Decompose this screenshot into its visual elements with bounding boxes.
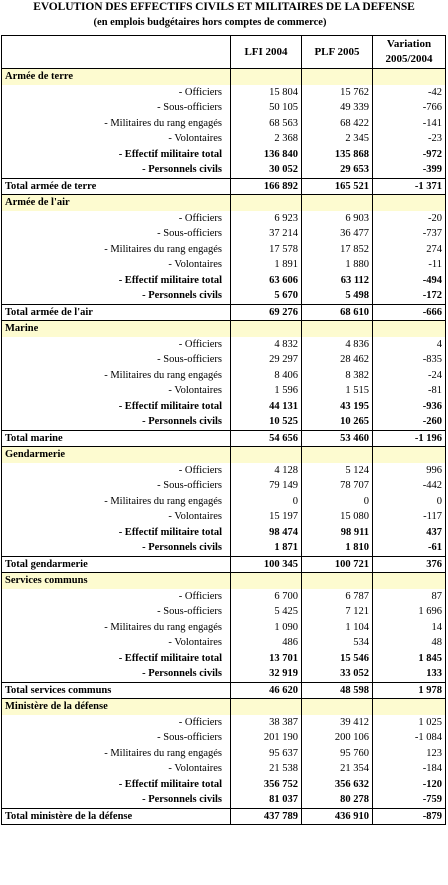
value-plf-2005: 1 810 [302,540,373,556]
table-row [2,100,446,116]
value-plf-2005: 1 104 [302,620,373,636]
value-plf-2005: 4 836 [302,337,373,353]
row-label: - Effectif militaire total [2,399,231,415]
value-lfi-2004: 5 670 [231,288,302,304]
section-total-row [2,556,446,573]
row-label: - Sous-officiers [2,604,231,620]
value-lfi-2004: 95 637 [231,746,302,762]
value-variation: 48 [373,635,446,651]
value-plf-2005: 1 515 [302,383,373,399]
value-variation: -42 [373,85,446,101]
value-variation: 133 [373,666,446,682]
total-label: Total ministère de la défense [2,808,231,825]
row-label: - Officiers [2,211,231,227]
value-plf-2005: 78 707 [302,478,373,494]
value-lfi-2004: 30 052 [231,162,302,178]
value-lfi-2004: 1 891 [231,257,302,273]
section-header-empty-cell [231,573,302,589]
table-row [2,337,446,353]
total-lfi-2004: 54 656 [231,430,302,447]
value-plf-2005: 28 462 [302,352,373,368]
table-row [2,761,446,777]
total-variation: -1 196 [373,430,446,447]
table-row [2,226,446,242]
section-total-row [2,178,446,195]
total-label: Total services communs [2,682,231,699]
row-label: - Volontaires [2,635,231,651]
total-label: Total armée de terre [2,178,231,195]
table-row [2,131,446,147]
value-plf-2005: 534 [302,635,373,651]
total-label: Total marine [2,430,231,447]
table-row [2,162,446,178]
section-header-row [2,69,446,85]
value-lfi-2004: 8 406 [231,368,302,384]
value-plf-2005: 39 412 [302,715,373,731]
value-lfi-2004: 10 525 [231,414,302,430]
value-lfi-2004: 13 701 [231,651,302,667]
row-label: - Effectif militaire total [2,777,231,793]
value-plf-2005: 2 345 [302,131,373,147]
value-variation: 1 696 [373,604,446,620]
total-lfi-2004: 437 789 [231,808,302,825]
row-label: - Volontaires [2,509,231,525]
value-variation: -759 [373,792,446,808]
value-lfi-2004: 0 [231,494,302,510]
value-lfi-2004: 4 832 [231,337,302,353]
section-title: Services communs [2,573,231,589]
value-plf-2005: 80 278 [302,792,373,808]
header-variation-line1: Variation [386,38,432,50]
row-label: - Volontaires [2,131,231,147]
table-row [2,777,446,793]
value-plf-2005: 43 195 [302,399,373,415]
value-plf-2005: 1 880 [302,257,373,273]
table-row [2,620,446,636]
table-row [2,211,446,227]
table-row [2,540,446,556]
total-variation: 376 [373,556,446,573]
value-variation: 1 025 [373,715,446,731]
row-label: - Effectif militaire total [2,525,231,541]
value-variation: -184 [373,761,446,777]
table-row [2,478,446,494]
section-header-empty-cell [373,699,446,715]
value-variation: -972 [373,147,446,163]
section-header-row [2,195,446,211]
row-label: - Officiers [2,589,231,605]
value-plf-2005: 135 868 [302,147,373,163]
total-plf-2005: 68 610 [302,304,373,321]
table-row [2,288,446,304]
total-variation: -879 [373,808,446,825]
value-plf-2005: 8 382 [302,368,373,384]
total-plf-2005: 53 460 [302,430,373,447]
value-lfi-2004: 21 538 [231,761,302,777]
value-plf-2005: 15 080 [302,509,373,525]
header-variation-line2: 2005/2004 [385,53,433,65]
row-label: - Militaires du rang engagés [2,116,231,132]
value-variation: 996 [373,463,446,479]
section-header-empty-cell [231,69,302,85]
staffing-table [1,35,446,825]
value-variation: -120 [373,777,446,793]
value-plf-2005: 0 [302,494,373,510]
section-header-empty-cell [373,195,446,211]
section-header-empty-cell [231,321,302,337]
value-variation: -260 [373,414,446,430]
table-row [2,116,446,132]
value-plf-2005: 356 632 [302,777,373,793]
section-header-empty-cell [373,69,446,85]
total-lfi-2004: 166 892 [231,178,302,195]
section-header-empty-cell [302,447,373,463]
value-lfi-2004: 32 919 [231,666,302,682]
row-label: - Sous-officiers [2,478,231,494]
header-variation [373,36,446,69]
value-plf-2005: 21 354 [302,761,373,777]
value-plf-2005: 49 339 [302,100,373,116]
value-plf-2005: 17 852 [302,242,373,258]
value-variation: 1 845 [373,651,446,667]
value-plf-2005: 200 106 [302,730,373,746]
section-header-empty-cell [302,573,373,589]
row-label: - Sous-officiers [2,100,231,116]
table-row [2,399,446,415]
value-variation: -24 [373,368,446,384]
document-title: EVOLUTION DES EFFECTIFS CIVILS ET MILITAIRES DE LA DEFENSE [33,1,415,13]
section-header-row [2,321,446,337]
table-row [2,352,446,368]
value-variation: 14 [373,620,446,636]
section-header-empty-cell [302,195,373,211]
header-lfi-2004: LFI 2004 [231,36,302,69]
row-label: - Officiers [2,463,231,479]
row-label: - Officiers [2,85,231,101]
value-variation: -766 [373,100,446,116]
value-plf-2005: 6 787 [302,589,373,605]
section-header-empty-cell [373,573,446,589]
total-plf-2005: 165 521 [302,178,373,195]
table-row [2,525,446,541]
row-label: - Militaires du rang engagés [2,242,231,258]
value-lfi-2004: 5 425 [231,604,302,620]
total-lfi-2004: 100 345 [231,556,302,573]
value-variation: 4 [373,337,446,353]
table-row [2,273,446,289]
value-lfi-2004: 356 752 [231,777,302,793]
value-variation: 437 [373,525,446,541]
value-lfi-2004: 201 190 [231,730,302,746]
value-variation: -494 [373,273,446,289]
table-row [2,494,446,510]
section-title: Armée de terre [2,69,231,85]
value-plf-2005: 10 265 [302,414,373,430]
table-row [2,368,446,384]
row-label: - Militaires du rang engagés [2,494,231,510]
value-variation: -835 [373,352,446,368]
section-header-empty-cell [302,321,373,337]
table-row [2,651,446,667]
value-plf-2005: 68 422 [302,116,373,132]
value-lfi-2004: 38 387 [231,715,302,731]
section-title: Armée de l'air [2,195,231,211]
section-total-row [2,430,446,447]
section-title: Marine [2,321,231,337]
value-variation: -399 [373,162,446,178]
value-variation: 87 [373,589,446,605]
value-lfi-2004: 6 700 [231,589,302,605]
value-variation: -442 [373,478,446,494]
value-plf-2005: 7 121 [302,604,373,620]
row-label: - Officiers [2,337,231,353]
table-row [2,509,446,525]
table-row [2,383,446,399]
value-lfi-2004: 50 105 [231,100,302,116]
value-plf-2005: 63 112 [302,273,373,289]
row-label: - Officiers [2,715,231,731]
section-total-row [2,304,446,321]
value-variation: -737 [373,226,446,242]
value-variation: -936 [373,399,446,415]
total-variation: -666 [373,304,446,321]
value-variation: 123 [373,746,446,762]
table-row [2,85,446,101]
table-row [2,730,446,746]
value-plf-2005: 15 546 [302,651,373,667]
section-header-empty-cell [231,447,302,463]
table-row [2,635,446,651]
value-lfi-2004: 15 197 [231,509,302,525]
value-plf-2005: 15 762 [302,85,373,101]
table-row [2,666,446,682]
section-header-empty-cell [373,447,446,463]
total-variation: -1 371 [373,178,446,195]
total-lfi-2004: 69 276 [231,304,302,321]
total-label: Total armée de l'air [2,304,231,321]
document-subtitle: (en emplois budgétaires hors comptes de commerce) [93,17,327,28]
value-plf-2005: 36 477 [302,226,373,242]
value-variation: 0 [373,494,446,510]
value-lfi-2004: 486 [231,635,302,651]
value-variation: 274 [373,242,446,258]
header-blank-cell [2,36,231,69]
row-label: - Effectif militaire total [2,147,231,163]
table-row [2,414,446,430]
value-lfi-2004: 44 131 [231,399,302,415]
row-label: - Personnels civils [2,666,231,682]
value-lfi-2004: 1 596 [231,383,302,399]
section-title: Ministère de la défense [2,699,231,715]
value-lfi-2004: 1 871 [231,540,302,556]
row-label: - Personnels civils [2,162,231,178]
row-label: - Volontaires [2,383,231,399]
row-label: - Sous-officiers [2,226,231,242]
value-lfi-2004: 37 214 [231,226,302,242]
section-total-row [2,808,446,825]
section-header-row [2,573,446,589]
value-plf-2005: 98 911 [302,525,373,541]
total-plf-2005: 100 721 [302,556,373,573]
row-label: - Personnels civils [2,540,231,556]
value-lfi-2004: 2 368 [231,131,302,147]
value-lfi-2004: 98 474 [231,525,302,541]
value-plf-2005: 5 498 [302,288,373,304]
value-lfi-2004: 1 090 [231,620,302,636]
row-label: - Personnels civils [2,288,231,304]
table-row [2,147,446,163]
value-lfi-2004: 63 606 [231,273,302,289]
value-variation: -141 [373,116,446,132]
section-total-row [2,682,446,699]
value-variation: -23 [373,131,446,147]
table-header-row [2,36,446,69]
section-title: Gendarmerie [2,447,231,463]
section-header-empty-cell [302,69,373,85]
row-label: - Militaires du rang engagés [2,746,231,762]
value-lfi-2004: 29 297 [231,352,302,368]
value-plf-2005: 5 124 [302,463,373,479]
value-plf-2005: 29 653 [302,162,373,178]
section-header-empty-cell [373,321,446,337]
section-header-row [2,447,446,463]
value-variation: -61 [373,540,446,556]
table-row [2,463,446,479]
row-label: - Militaires du rang engagés [2,620,231,636]
table-row [2,589,446,605]
row-label: - Sous-officiers [2,352,231,368]
value-plf-2005: 6 903 [302,211,373,227]
row-label: - Volontaires [2,761,231,777]
table-row [2,746,446,762]
value-variation: -172 [373,288,446,304]
section-header-empty-cell [231,195,302,211]
total-variation: 1 978 [373,682,446,699]
table-row [2,242,446,258]
value-lfi-2004: 17 578 [231,242,302,258]
table-row [2,715,446,731]
section-header-empty-cell [302,699,373,715]
total-label: Total gendarmerie [2,556,231,573]
row-label: - Militaires du rang engagés [2,368,231,384]
header-plf-2005: PLF 2005 [302,36,373,69]
row-label: - Volontaires [2,257,231,273]
value-plf-2005: 33 052 [302,666,373,682]
value-lfi-2004: 81 037 [231,792,302,808]
table-row [2,792,446,808]
section-header-empty-cell [231,699,302,715]
value-lfi-2004: 79 149 [231,478,302,494]
row-label: - Sous-officiers [2,730,231,746]
row-label: - Personnels civils [2,792,231,808]
value-lfi-2004: 15 804 [231,85,302,101]
table-row [2,257,446,273]
total-plf-2005: 436 910 [302,808,373,825]
value-variation: -11 [373,257,446,273]
value-variation: -117 [373,509,446,525]
value-variation: -20 [373,211,446,227]
value-lfi-2004: 4 128 [231,463,302,479]
total-plf-2005: 48 598 [302,682,373,699]
row-label: - Effectif militaire total [2,273,231,289]
value-variation: -1 084 [373,730,446,746]
section-header-row [2,699,446,715]
total-lfi-2004: 46 620 [231,682,302,699]
table-row [2,604,446,620]
value-lfi-2004: 6 923 [231,211,302,227]
row-label: - Personnels civils [2,414,231,430]
value-plf-2005: 95 760 [302,746,373,762]
value-lfi-2004: 68 563 [231,116,302,132]
row-label: - Effectif militaire total [2,651,231,667]
value-variation: -81 [373,383,446,399]
table-body [2,69,446,825]
value-lfi-2004: 136 840 [231,147,302,163]
